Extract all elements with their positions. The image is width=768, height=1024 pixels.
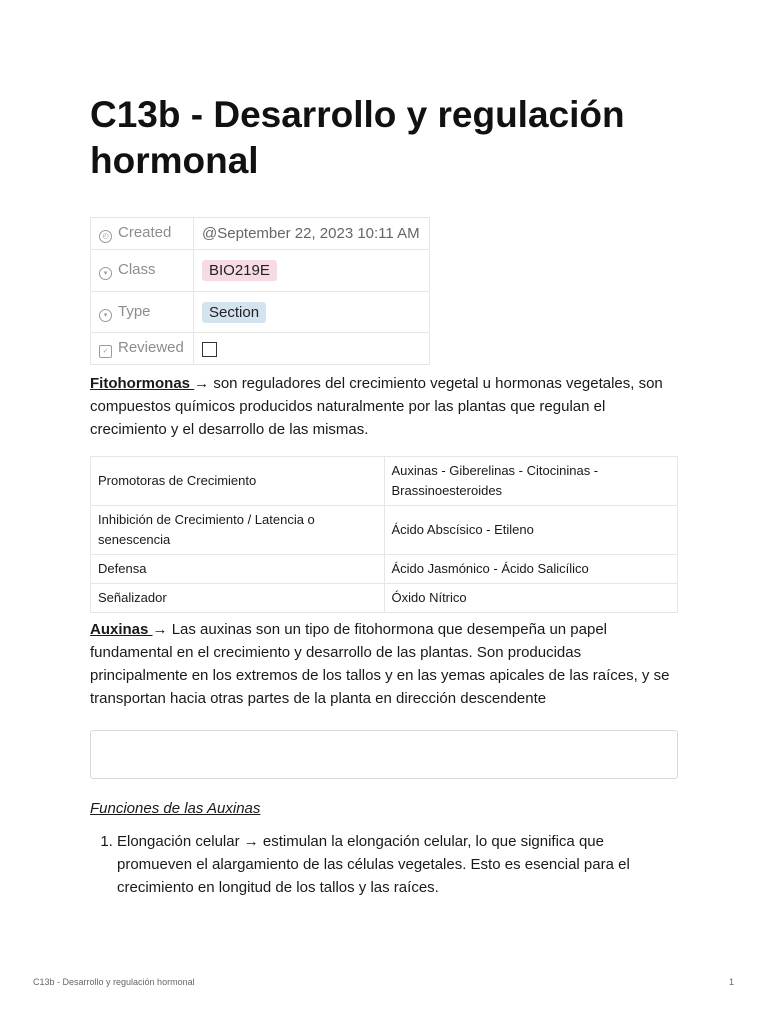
table-row [91, 506, 678, 555]
category-cell: Defensa [91, 555, 385, 584]
property-row-created [91, 218, 430, 250]
select-icon: ▾ [99, 309, 112, 322]
hormones-cell: Auxinas - Giberelinas - Citocininas - Brassinoesteroides [384, 457, 678, 506]
type-tag[interactable]: Section [202, 302, 266, 323]
hormones-cell: Ácido Jasmónico - Ácido Salicílico [384, 555, 678, 584]
fitohormonas-text: → son reguladores del crecimiento vegetal u hormonas vegetales, son compuestos químicos producidos naturalmente por las plantas que regulan el crecimiento y el desarrollo de las mismas. [90, 375, 663, 438]
page-number: 1 [728, 977, 734, 987]
created-value: @September 22, 2023 10:11 AM [194, 218, 430, 250]
auxinas-term: Auxinas [90, 621, 153, 638]
property-row-class [91, 250, 430, 292]
clock-icon: ◴ [99, 230, 112, 243]
fitohormonas-paragraph [90, 372, 680, 441]
funciones-heading: Funciones de las Auxinas [90, 800, 261, 817]
footer-title: C13b - Desarrollo y regulación hormonal [33, 977, 195, 987]
property-row-type [91, 292, 430, 333]
table-row [91, 584, 678, 613]
auxinas-paragraph [90, 618, 680, 710]
category-cell: Señalizador [91, 584, 385, 613]
auxinas-text: → Las auxinas son un tipo de fitohormona que desempeña un papel fundamental en el crecimiento y desarrollo de las plantas. Son producidas principalmente en los extremos de los tallos y en las yemas apicales de las raíces, y se transportan hacia otras partes de la planta en dirección descendente [90, 621, 670, 707]
created-label: Created [118, 224, 172, 241]
funciones-list [90, 830, 677, 899]
class-label: Class [118, 261, 156, 278]
table-row [91, 555, 678, 584]
empty-embed-block[interactable] [90, 730, 678, 779]
page-title: C13b - Desarrollo y regulación hormonal [90, 94, 625, 181]
select-icon: ▾ [99, 267, 112, 280]
list-item: 1. Elongación celular → estimulan la elongación celular, lo que significa que promueven el alargamiento de las células vegetales. Esto es esencial para el crecimiento en longitud de los tallos y las raíces. [117, 830, 677, 899]
hormones-cell: Óxido Nítrico [384, 584, 678, 613]
table-row [91, 457, 678, 506]
type-label: Type [118, 302, 151, 320]
category-cell: Inhibición de Crecimiento / Latencia o senescencia [91, 506, 385, 555]
hormone-table [90, 456, 678, 613]
reviewed-label: Reviewed [118, 339, 184, 356]
properties-table [90, 217, 430, 365]
checkbox-property-icon: ✓ [99, 345, 112, 358]
hormones-cell: Ácido Abscísico - Etileno [384, 506, 678, 555]
reviewed-checkbox[interactable] [202, 342, 217, 357]
fitohormonas-term: Fitohormonas [90, 375, 195, 392]
property-row-reviewed [91, 333, 430, 365]
class-tag[interactable]: BIO219E [202, 260, 277, 281]
category-cell: Promotoras de Crecimiento [91, 457, 385, 506]
